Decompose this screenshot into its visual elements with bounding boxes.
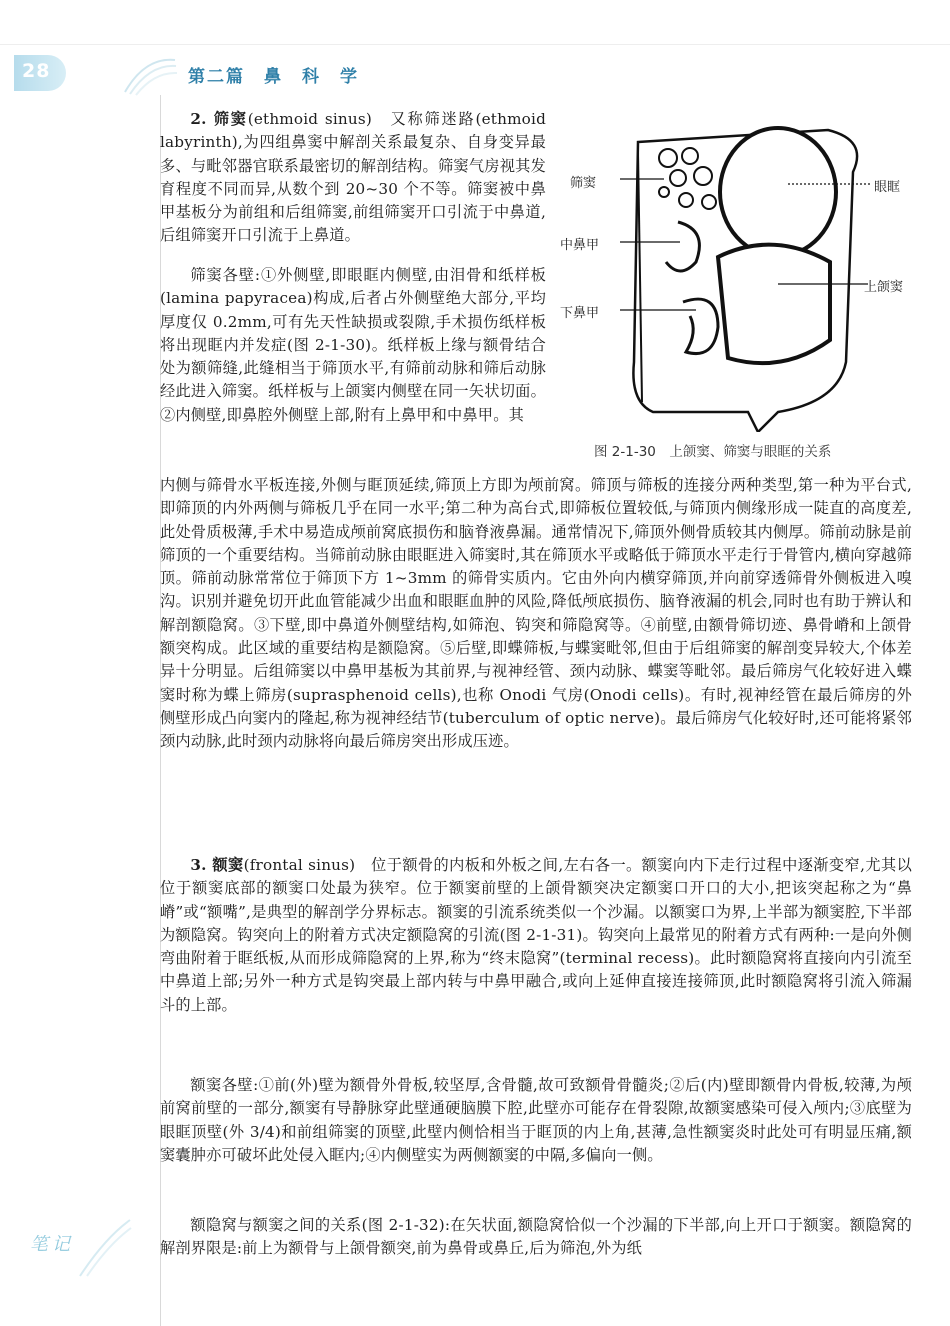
chapter-title: 第二篇 鼻 科 学	[188, 67, 359, 87]
label-maxillary-sinus: 上颌窦	[864, 280, 904, 295]
paragraph-ethmoid-walls: 筛窦各壁:①外侧壁,即眼眶内侧壁,由泪骨和纸样板(lamina papyracea)构成,后者占外侧壁绝大部分,平均厚度仅 0.2mm,可有先天性缺损或裂隙,手术损伤纸样板将出现眶内并发症(图 2-1-30)。纸样板上缘与额骨结合处为额筛缝,此缝相当于筛顶水平,有筛前动脉和筛后动脉经此进入筛窦。纸样板与上颌窦内侧壁在同一矢状切面。②内侧壁,即鼻腔外侧壁上部,附有上鼻甲和中鼻甲。其	[160, 266, 546, 424]
top-rule	[0, 44, 950, 45]
figure-2-1-30	[560, 112, 918, 462]
section-number-frontal: 3. 额窦	[190, 856, 244, 874]
notes-decoration-icon	[75, 1218, 135, 1278]
label-middle-turbinate: 中鼻甲	[560, 238, 600, 253]
anatomy-drawing	[568, 112, 918, 432]
paragraph-text: (ethmoid sinus) 又称筛迷路(ethmoid labyrinth),为四组鼻窦中解剖关系最复杂、自身变异最多、与毗邻器官联系最密切的解剖结构。筛窦气房视其发育程度不同而异,从数个到 20~30 个不等。筛窦被中鼻甲基板分为前组和后组筛窦,前组筛窦开口引流于中鼻道,后组筛窦开口引流于上鼻道。	[160, 110, 546, 245]
label-inferior-turbinate: 下鼻甲	[560, 306, 600, 321]
paragraph-frontal-recess: 额隐窝与额窦之间的关系(图 2-1-32):在矢状面,额隐窝恰似一个沙漏的下半部,向上开口于额窦。额隐窝的解剖界限是:前上为额骨与上颌骨额突,前为鼻骨或鼻丘,后为筛泡,外为纸	[160, 1216, 912, 1258]
label-orbit: 眼眶	[874, 180, 901, 195]
paragraph-frontal-sinus	[160, 854, 912, 1017]
paragraph-text: (frontal sinus) 位于额骨的内板和外板之间,左右各一。额窦向内下走行过程中逐渐变窄,尤其以位于额窦底部的额窦口处最为狭窄。位于额窦前壁的上颌骨额突决定额窦口开口的大小,把该突起称之为“鼻嵴”或“额嘴”,是典型的解剖学分界标志。额窦的引流系统类似一个沙漏。以额窦口为界,上半部为额窦腔,下半部为额隐窝。钩突向上的附着方式决定额隐窝的引流(图 2-1-31)。钩突向上最常见的附着方式有两种:一是向外侧弯曲附着于眶纸板,从而形成筛隐窝的上界,称为“终末隐窝”(terminal recess)。此时额隐窝将直接向内引流至中鼻道上部;另外一种方式是钩突最上部内转与中鼻甲融合,或向上延伸直接连接筛顶,此时额隐窝将引流入筛漏斗的上部。	[160, 856, 912, 1014]
paragraph-ethmoid-walls-continued: 内侧与筛骨水平板连接,外侧与眶顶延续,筛顶上方即为颅前窝。筛顶与筛板的连接分两种类型,第一种为平台式,即筛顶的内外两侧与筛板几乎在同一水平;第二种为高台式,即筛板位置较低,与筛顶内侧缘形成一陡直的高度差,此处骨质极薄,手术中易造成颅前窝底损伤和脑脊液鼻漏。通常情况下,筛顶外侧骨质较其内侧厚。筛前动脉是前筛顶的一个重要结构。当筛前动脉由眼眶进入筛窦时,其在筛顶水平或略低于筛顶水平走行于骨管内,横向穿越筛顶。筛前动脉常常位于筛顶下方 1~3mm 的筛骨实质内。它由外向内横穿筛顶,并向前穿透筛骨外侧板进入嗅沟。识别并避免切开此血管能减少出血和眼眶血肿的风险,降低颅底损伤、脑脊液漏的机会,同时也有助于辨认和解剖额隐窝。③下壁,即中鼻道外侧壁结构,如筛泡、钩突和筛隐窝等。④前壁,由额骨筛切迹、鼻骨嵴和上颌骨额突构成。此区域的重要结构是额隐窝。⑤后壁,即蝶筛板,与蝶窦毗邻,但由于后组筛窦的解剖变异较大,个体差异十分明显。后组筛窦以中鼻甲基板为其前界,与视神经管、颈内动脉、蝶窦等毗邻。最后筛房气化较好进入蝶窦时称为蝶上筛房(suprasphenoid cells),也称 Onodi 气房(Onodi cells)。有时,视神经管在最后筛房的外侧壁形成凸向窦内的隆起,称为视神经结节(tuberculum of optic nerve)。最后筛房气化较好时,还可能将紧邻颈内动脉,此时颈内动脉将向最后筛房突出形成压迹。	[160, 476, 912, 751]
decorative-swirl-icon	[120, 52, 180, 96]
figure-caption: 图 2-1-30 上颌窦、筛窦与眼眶的关系	[594, 444, 832, 460]
notes-label: 笔记	[30, 1234, 74, 1255]
paragraph-ethmoid-intro	[160, 108, 546, 248]
page-number: 28	[22, 60, 51, 82]
paragraph-frontal-walls: 额窦各壁:①前(外)壁为额骨外骨板,较坚厚,含骨髓,故可致额骨骨髓炎;②后(内)壁即额骨内骨板,较薄,为颅前窝前壁的一部分,额窦有导静脉穿此壁通硬脑膜下腔,此壁亦可能存在骨裂隙,故额窦感染可侵入颅内;③底壁为眼眶顶壁(外 3/4)和前组筛窦的顶壁,此壁内侧恰相当于眶顶的内上角,甚薄,急性额窦炎时此处可有明显压痛,额窦囊肿亦可破坏此处侵入眶内;④内侧壁实为两侧额窦的中隔,多偏向一侧。	[160, 1076, 912, 1164]
section-number-ethmoid: 2. 筛窦	[190, 110, 248, 128]
label-ethmoid: 筛窦	[570, 176, 597, 191]
